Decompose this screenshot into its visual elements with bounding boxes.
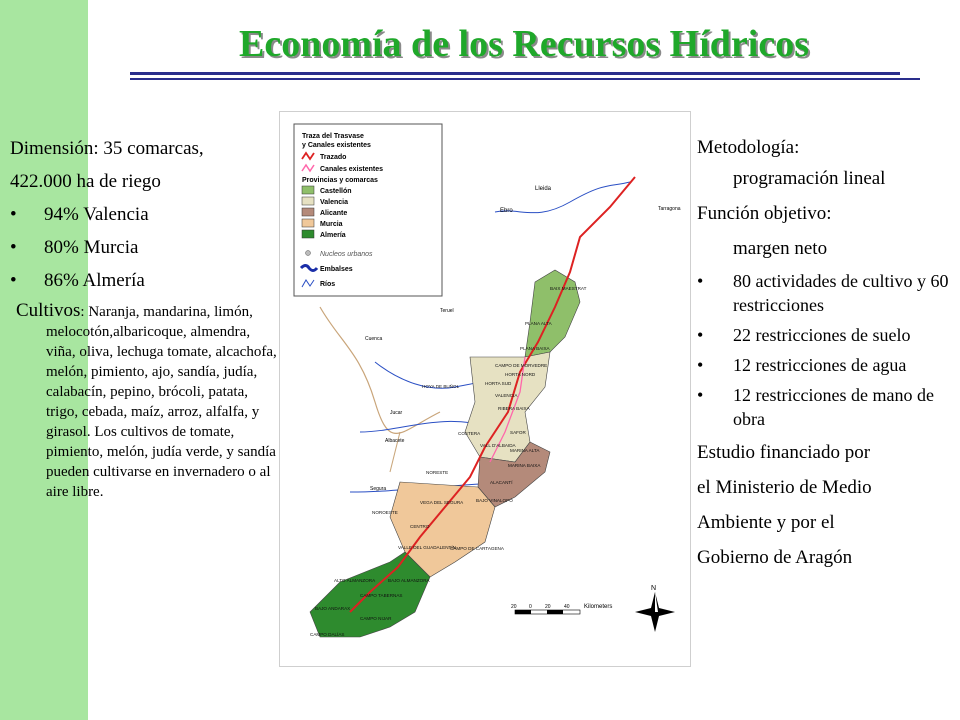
comarca-plana-baixa: PLANA BAIXA xyxy=(520,346,550,351)
legend-castellon: Castellón xyxy=(320,188,352,195)
metodologia-value: programación lineal xyxy=(733,168,886,189)
constraint-item: • 12 restricciones de mano de obra xyxy=(697,383,955,431)
comarca-campo-tabernas: CAMPO TABERNAS xyxy=(360,593,403,598)
legend-canales: Canales existentes xyxy=(320,166,384,173)
comarca-valencia: VALENCIA xyxy=(495,393,518,398)
legend-murcia: Murcia xyxy=(320,221,343,228)
comarca-plana-alta: PLANA ALTA xyxy=(525,321,552,326)
swatch-almeria xyxy=(302,230,314,238)
place-teruel: Teruel xyxy=(440,308,454,314)
region-map xyxy=(279,111,691,667)
comarca-horta-nord: HORTA NORD xyxy=(505,372,536,377)
constraints-list xyxy=(697,269,955,431)
comarca-horta-sud: HORTA SUD xyxy=(485,381,512,386)
comarca-marina-baixa: MARINA BAIXA xyxy=(508,463,541,468)
title-rule-bottom xyxy=(130,78,920,80)
comarca-vega-segura: VEGA DEL SEGURA xyxy=(420,500,464,505)
comarca-baix-maestrat: BAIX MAESTRAT xyxy=(550,286,587,291)
nucleos-icon xyxy=(306,251,311,256)
legend-embalses: Embalses xyxy=(320,266,353,273)
footer-line-1: Estudio financiado por xyxy=(697,442,871,463)
swatch-murcia xyxy=(302,219,314,227)
share-item-murcia: • 80% Murcia xyxy=(10,231,278,264)
scale-bar-fill-2 xyxy=(547,610,563,614)
comarca-bajo-vinalopo: BAJO VINALOPÓ xyxy=(476,498,513,503)
metodologia-label: Metodología: xyxy=(697,137,800,158)
crops-paragraph xyxy=(10,301,278,502)
comarca-vall-albaida: VALL D'ALBAIDA xyxy=(480,443,516,448)
constraint-item: • 22 restricciones de suelo xyxy=(697,323,955,347)
comarca-bajo-andarax: BAJO ANDARAX xyxy=(315,606,351,611)
comarca-alto-almanzora: ALTO ALMANZORA xyxy=(334,578,376,583)
legend-almeria: Almería xyxy=(320,232,346,239)
scale-tick-0: 20 xyxy=(511,604,517,610)
place-tarragona: Tarragona xyxy=(658,206,681,212)
place-lleida: Lleida xyxy=(535,186,552,192)
comarca-marina-alta: MARINA ALTA xyxy=(510,448,540,453)
comarca-alacanti: ALACANTÍ xyxy=(490,480,513,485)
left-column xyxy=(10,132,278,502)
map-svg xyxy=(280,112,690,666)
comarca-noreste: NORESTE xyxy=(426,470,449,475)
dimension-text: Dimensión: 35 comarcas, xyxy=(10,138,204,159)
scale-unit: Kilometers xyxy=(584,604,613,610)
comarca-bajo-almanzora: BAJO ALMANZORA xyxy=(388,578,430,583)
scale-tick-3: 40 xyxy=(564,604,570,610)
legend-nucleos: Nucleos urbanos xyxy=(320,251,373,258)
swatch-alicante xyxy=(302,208,314,216)
share-list xyxy=(10,198,278,297)
funcion-label: Función objetivo: xyxy=(697,203,832,224)
legend-trazado: Trazado xyxy=(320,154,347,161)
river-tajo xyxy=(320,307,440,433)
swatch-valencia xyxy=(302,197,314,205)
place-albacete: Albacete xyxy=(385,438,405,444)
comarca-valle-guadalentin: VALLE DEL GUADALENTÍN xyxy=(398,545,456,550)
scale-tick-1: 0 xyxy=(529,604,532,610)
place-ebro: Ebro xyxy=(500,208,513,214)
irrigation-text: 422.000 ha de riego xyxy=(10,171,161,192)
crops-label: Cultivos xyxy=(16,300,81,321)
legend-alicante: Alicante xyxy=(320,210,348,217)
slide-title: Economía de los Recursos Hídricos xyxy=(239,23,809,65)
constraint-item: • 12 restricciones de agua xyxy=(697,353,955,377)
legend-valencia: Valencia xyxy=(320,199,349,206)
place-jucar: Jucar xyxy=(390,410,403,416)
share-item-valencia: • 94% Valencia xyxy=(10,198,278,231)
comarca-campo-nijar: CAMPO NIJAR xyxy=(360,616,392,621)
comarca-campo-dalias: CAMPO DALÍAS xyxy=(310,632,345,637)
right-column xyxy=(697,132,955,573)
footer-line-2: el Ministerio de Medio xyxy=(697,477,872,498)
constraint-item: • 80 actividades de cultivo y 60 restricciones xyxy=(697,269,955,317)
crops-text: : Naranja, mandarina, limón, melocotón,albaricoque, almendra, viña, oliva, lechuga tomate, alcachofa, melón, pimiento, ajo, sandía, judía, calabacín, pepino, brócoli, patata, trigo, cebada, maíz, arroz, alfalfa, y girasol. Los cultivos de tomate, pimiento, melón, judía verde, y sandía pueden cultivarse en invernadero o al aire libre. xyxy=(46,304,277,500)
comarca-noroeste: NOROESTE xyxy=(372,510,398,515)
funcion-value: margen neto xyxy=(733,238,828,259)
place-cuenca: Cuenca xyxy=(365,336,383,342)
north-arrow-icon xyxy=(635,592,675,632)
title-rule-top xyxy=(130,72,900,75)
scale-tick-2: 20 xyxy=(545,604,551,610)
footer-line-4: Gobierno de Aragón xyxy=(697,547,853,568)
comarca-safor: SAFOR xyxy=(510,430,526,435)
legend-rios: Ríos xyxy=(320,281,336,288)
place-segura: Segura xyxy=(370,486,387,492)
comarca-hoya-bunol: HOYA DE BUÑOL xyxy=(422,384,460,389)
legend-heading-2: y Canales existentes xyxy=(302,142,371,149)
comarca-centro: CENTRO xyxy=(410,524,430,529)
comarca-costera: COSTERA xyxy=(458,431,481,436)
swatch-castellon xyxy=(302,186,314,194)
legend-heading-1: Traza del Trasvase xyxy=(302,133,364,140)
share-item-almeria: • 86% Almería xyxy=(10,264,278,297)
north-label: N xyxy=(651,585,657,592)
comarca-ribera-baixa: RIBERA BAIXA xyxy=(498,406,530,411)
comarca-campo-cartagena: CAMPO DE CARTAGENA xyxy=(450,546,504,551)
comarca-campo-morvedre: CAMPO DE MORVEDRE xyxy=(495,363,548,368)
scale-bar-fill-1 xyxy=(515,610,531,614)
footer-line-3: Ambiente y por el xyxy=(697,512,835,533)
legend-provincias: Provincias y comarcas xyxy=(302,177,378,184)
